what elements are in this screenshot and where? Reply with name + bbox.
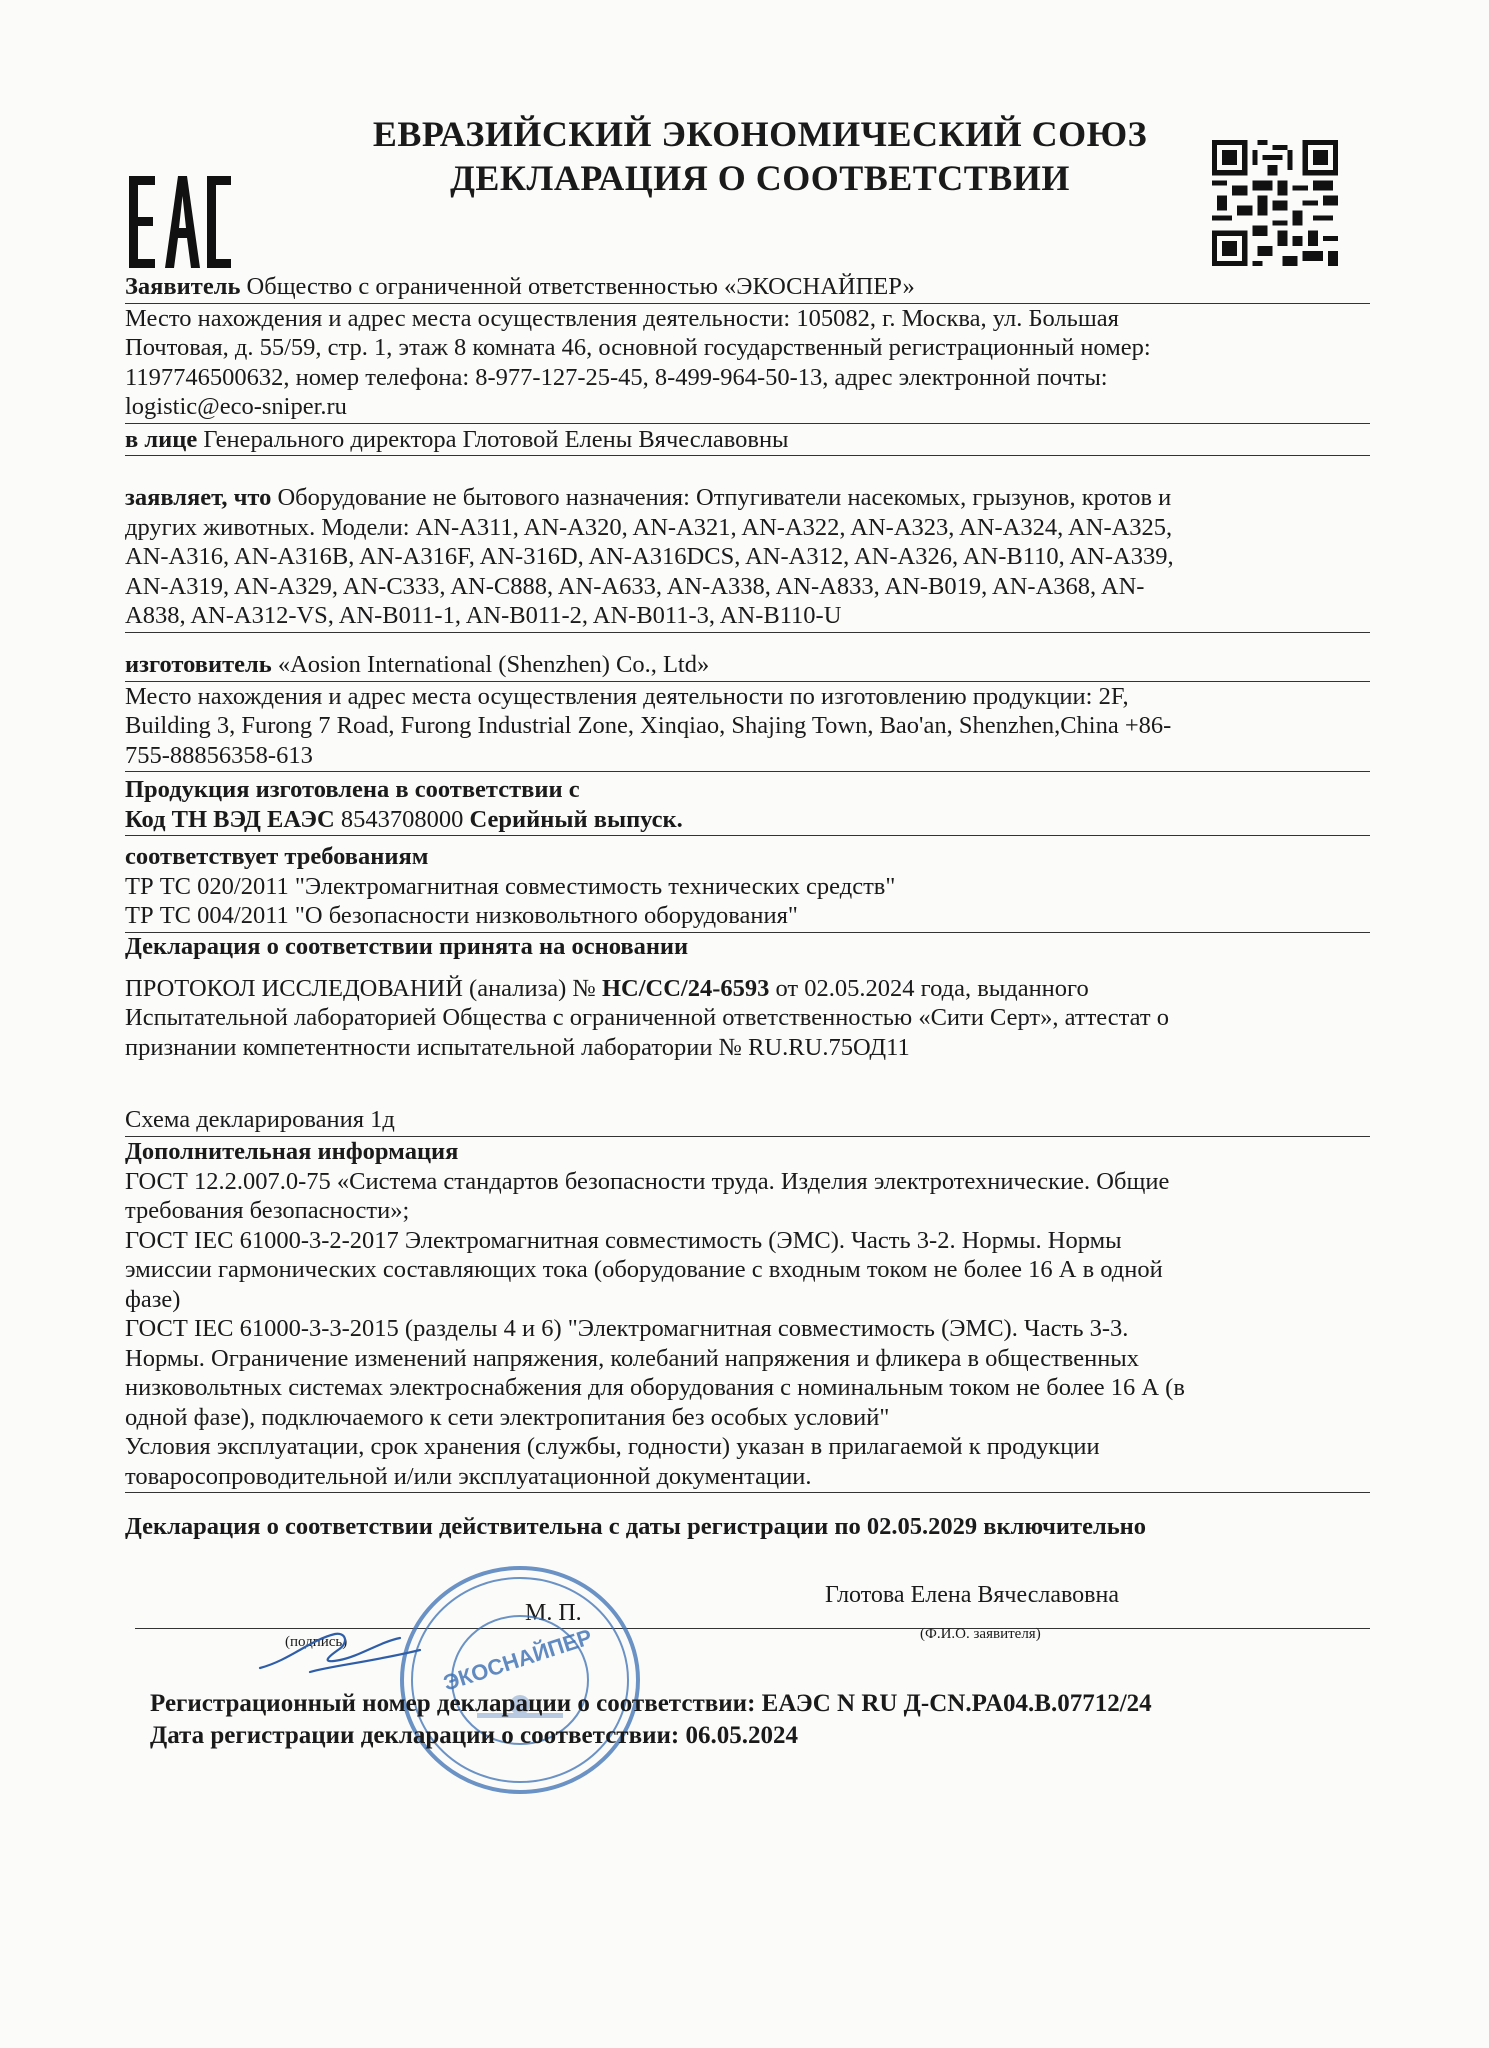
declares-label: заявляет, что	[125, 484, 272, 511]
signature-scribble	[250, 1620, 430, 1680]
applicant-address-line: Место нахождения и адрес места осуществления деятельности: 105082, г. Москва, ул. Большая	[125, 304, 1119, 332]
declares-line: AN-A319, AN-A329, AN-C333, AN-C888, AN-A633, AN-A338, AN-A833, AN-B019, AN-A368, AN-	[125, 572, 1145, 600]
applicant-section	[125, 272, 1370, 456]
manufacturer-section	[125, 650, 1370, 772]
additional-line: Условия эксплуатации, срок хранения (службы, годности) указан в прилагаемой к продукции	[125, 1433, 1100, 1460]
applicant-full-name: Глотова Елена Вячеславовна	[825, 1582, 1119, 1608]
registration-date: Дата регистрации декларации о соответствии: 06.05.2024	[150, 1722, 798, 1749]
basis-label: Декларация о соответствии принята на основании	[125, 933, 689, 960]
basis-line: Испытательной лабораторией Общества с ограниченной ответственностью «Сити Серт», аттестат о	[125, 1004, 1169, 1031]
additional-line: товаросопроводительной и/или эксплуатационной документации.	[125, 1462, 1370, 1494]
additional-line: ГОСТ IEC 61000-3-3-2015 (разделы 4 и 6) "Электромагнитная совместимость (ЭМС). Часть 3-3.	[125, 1315, 1129, 1342]
name-caption: (Ф.И.О. заявителя)	[920, 1626, 1041, 1642]
applicant-label: Заявитель	[125, 273, 241, 300]
mp-label: М. П.	[525, 1600, 582, 1626]
additional-line: требования безопасности»;	[125, 1197, 410, 1224]
additional-line: фазе)	[125, 1285, 181, 1313]
hs-code-value: 8543708000	[340, 805, 464, 833]
qr-code	[1212, 140, 1338, 266]
protocol-suffix: от 02.05.2024 года, выданного	[769, 974, 1089, 1002]
declares-line: других животных. Модели: AN-A311, AN-A320, AN-A321, AN-A322, AN-A323, AN-A324, AN-A325,	[125, 513, 1173, 541]
serial-production: Серийный выпуск.	[469, 805, 683, 833]
representative-label: в лице	[125, 425, 198, 453]
declares-line: A838, AN-A312-VS, AN-B011-1, AN-B011-2, AN-B011-3, AN-B110-U	[125, 601, 1370, 633]
applicant-address-line: Почтовая, д. 55/59, стр. 1, этаж 8 комната 46, основной государственный регистрационный номер:	[125, 334, 1151, 361]
requirements-label: соответствует требованиям	[125, 843, 429, 870]
production-section	[125, 775, 1370, 836]
header-union: ЕВРАЗИЙСКИЙ ЭКОНОМИЧЕСКИЙ СОЮЗ	[372, 114, 1148, 154]
protocol-prefix: ПРОТОКОЛ ИССЛЕДОВАНИЙ (анализа) №	[125, 974, 602, 1002]
additional-line: одной фазе), подключаемого к сети электропитания без особых условий"	[125, 1403, 890, 1431]
registration-section	[150, 1688, 1370, 1752]
declares-line: Оборудование не бытового назначения: Отпугиватели насекомых, грызунов, кротов и	[277, 484, 1172, 511]
company-stamp	[385, 1555, 655, 1805]
eac-logo	[125, 172, 235, 272]
applicant-address	[125, 304, 1370, 425]
scheme-section	[125, 1105, 1370, 1137]
applicant-name: Общество с ограниченной ответственностью «ЭКОСНАЙПЕР»	[246, 273, 915, 300]
representative-name: Генерального директора Глотовой Елены Вячеславовны	[203, 425, 789, 453]
scheme-text: Схема декларирования 1д	[125, 1105, 1370, 1137]
requirement-item: ТР ТС 004/2011 "О безопасности низковольтного оборудования"	[125, 901, 1370, 933]
manufacturer-name: «Aosion International (Shenzhen) Co., Ltd»	[277, 651, 710, 678]
manufacturer-address-line: Место нахождения и адрес места осуществления деятельности по изготовлению продукции: 2F,	[125, 682, 1129, 710]
additional-line: эмиссии гармонических составляющих тока (оборудование с входным током не более 16 А в одной	[125, 1256, 1163, 1283]
manufacturer-address-line: Building 3, Furong 7 Road, Furong Industrial Zone, Xinqiao, Shajing Town, Bao'an, Shenzhen,China +86-	[125, 712, 1172, 739]
applicant-address-line: 1197746500632, номер телефона: 8-977-127-25-45, 8-499-964-50-13, адрес электронной почты:	[125, 363, 1108, 391]
document-header	[340, 112, 1180, 200]
applicant-address-line: logistic@eco-sniper.ru	[125, 392, 1370, 424]
manufacturer-address-line: 755-88856358-613	[125, 741, 1370, 773]
validity-text: Декларация о соответствии действительна с даты регистрации по 02.05.2029 включительно	[125, 1513, 1147, 1540]
additional-section	[125, 1137, 1370, 1493]
additional-line: ГОСТ IEC 61000-3-2-2017 Электромагнитная совместимость (ЭМС). Часть 3-2. Нормы. Нормы	[125, 1226, 1122, 1254]
validity-section	[125, 1512, 1370, 1542]
additional-line: ГОСТ 12.2.007.0-75 «Система стандартов безопасности труда. Изделия электротехнические. Общие	[125, 1167, 1170, 1195]
additional-line: низковольтных системах электроснабжения для оборудования с номинальным током не более 16 А (в	[125, 1374, 1185, 1401]
requirements-section	[125, 842, 1370, 933]
additional-line: Нормы. Ограничение изменений напряжения, колебаний напряжения и фликера в общественных	[125, 1344, 1140, 1372]
declares-section	[125, 483, 1370, 633]
production-basis: Продукция изготовлена в соответствии с	[125, 776, 580, 803]
manufacturer-label: изготовитель	[125, 651, 272, 678]
basis-section	[125, 932, 1370, 1062]
additional-label: Дополнительная информация	[125, 1138, 459, 1165]
basis-line: признании компетентности испытательной лаборатории № RU.RU.75ОД11	[125, 1033, 910, 1061]
declares-line: AN-A316, AN-A316B, AN-A316F, AN-316D, AN-A316DCS, AN-A312, AN-A326, AN-B110, AN-A339,	[125, 543, 1174, 570]
header-declaration: ДЕКЛАРАЦИЯ О СООТВЕТСТВИИ	[450, 158, 1070, 198]
protocol-number: НС/СС/24-6593	[601, 974, 770, 1002]
registration-number: Регистрационный номер декларации о соответствии: ЕАЭС N RU Д-CN.PA04.B.07712/24	[150, 1690, 1152, 1717]
hs-code-label: Код ТН ВЭД ЕАЭС	[125, 805, 335, 833]
stamp-text: ЭКОСНАЙПЕР	[440, 1624, 596, 1696]
requirement-item: ТР ТС 020/2011 "Электромагнитная совместимость технических средств"	[125, 872, 896, 900]
signature-caption: (подпись)	[285, 1634, 348, 1650]
